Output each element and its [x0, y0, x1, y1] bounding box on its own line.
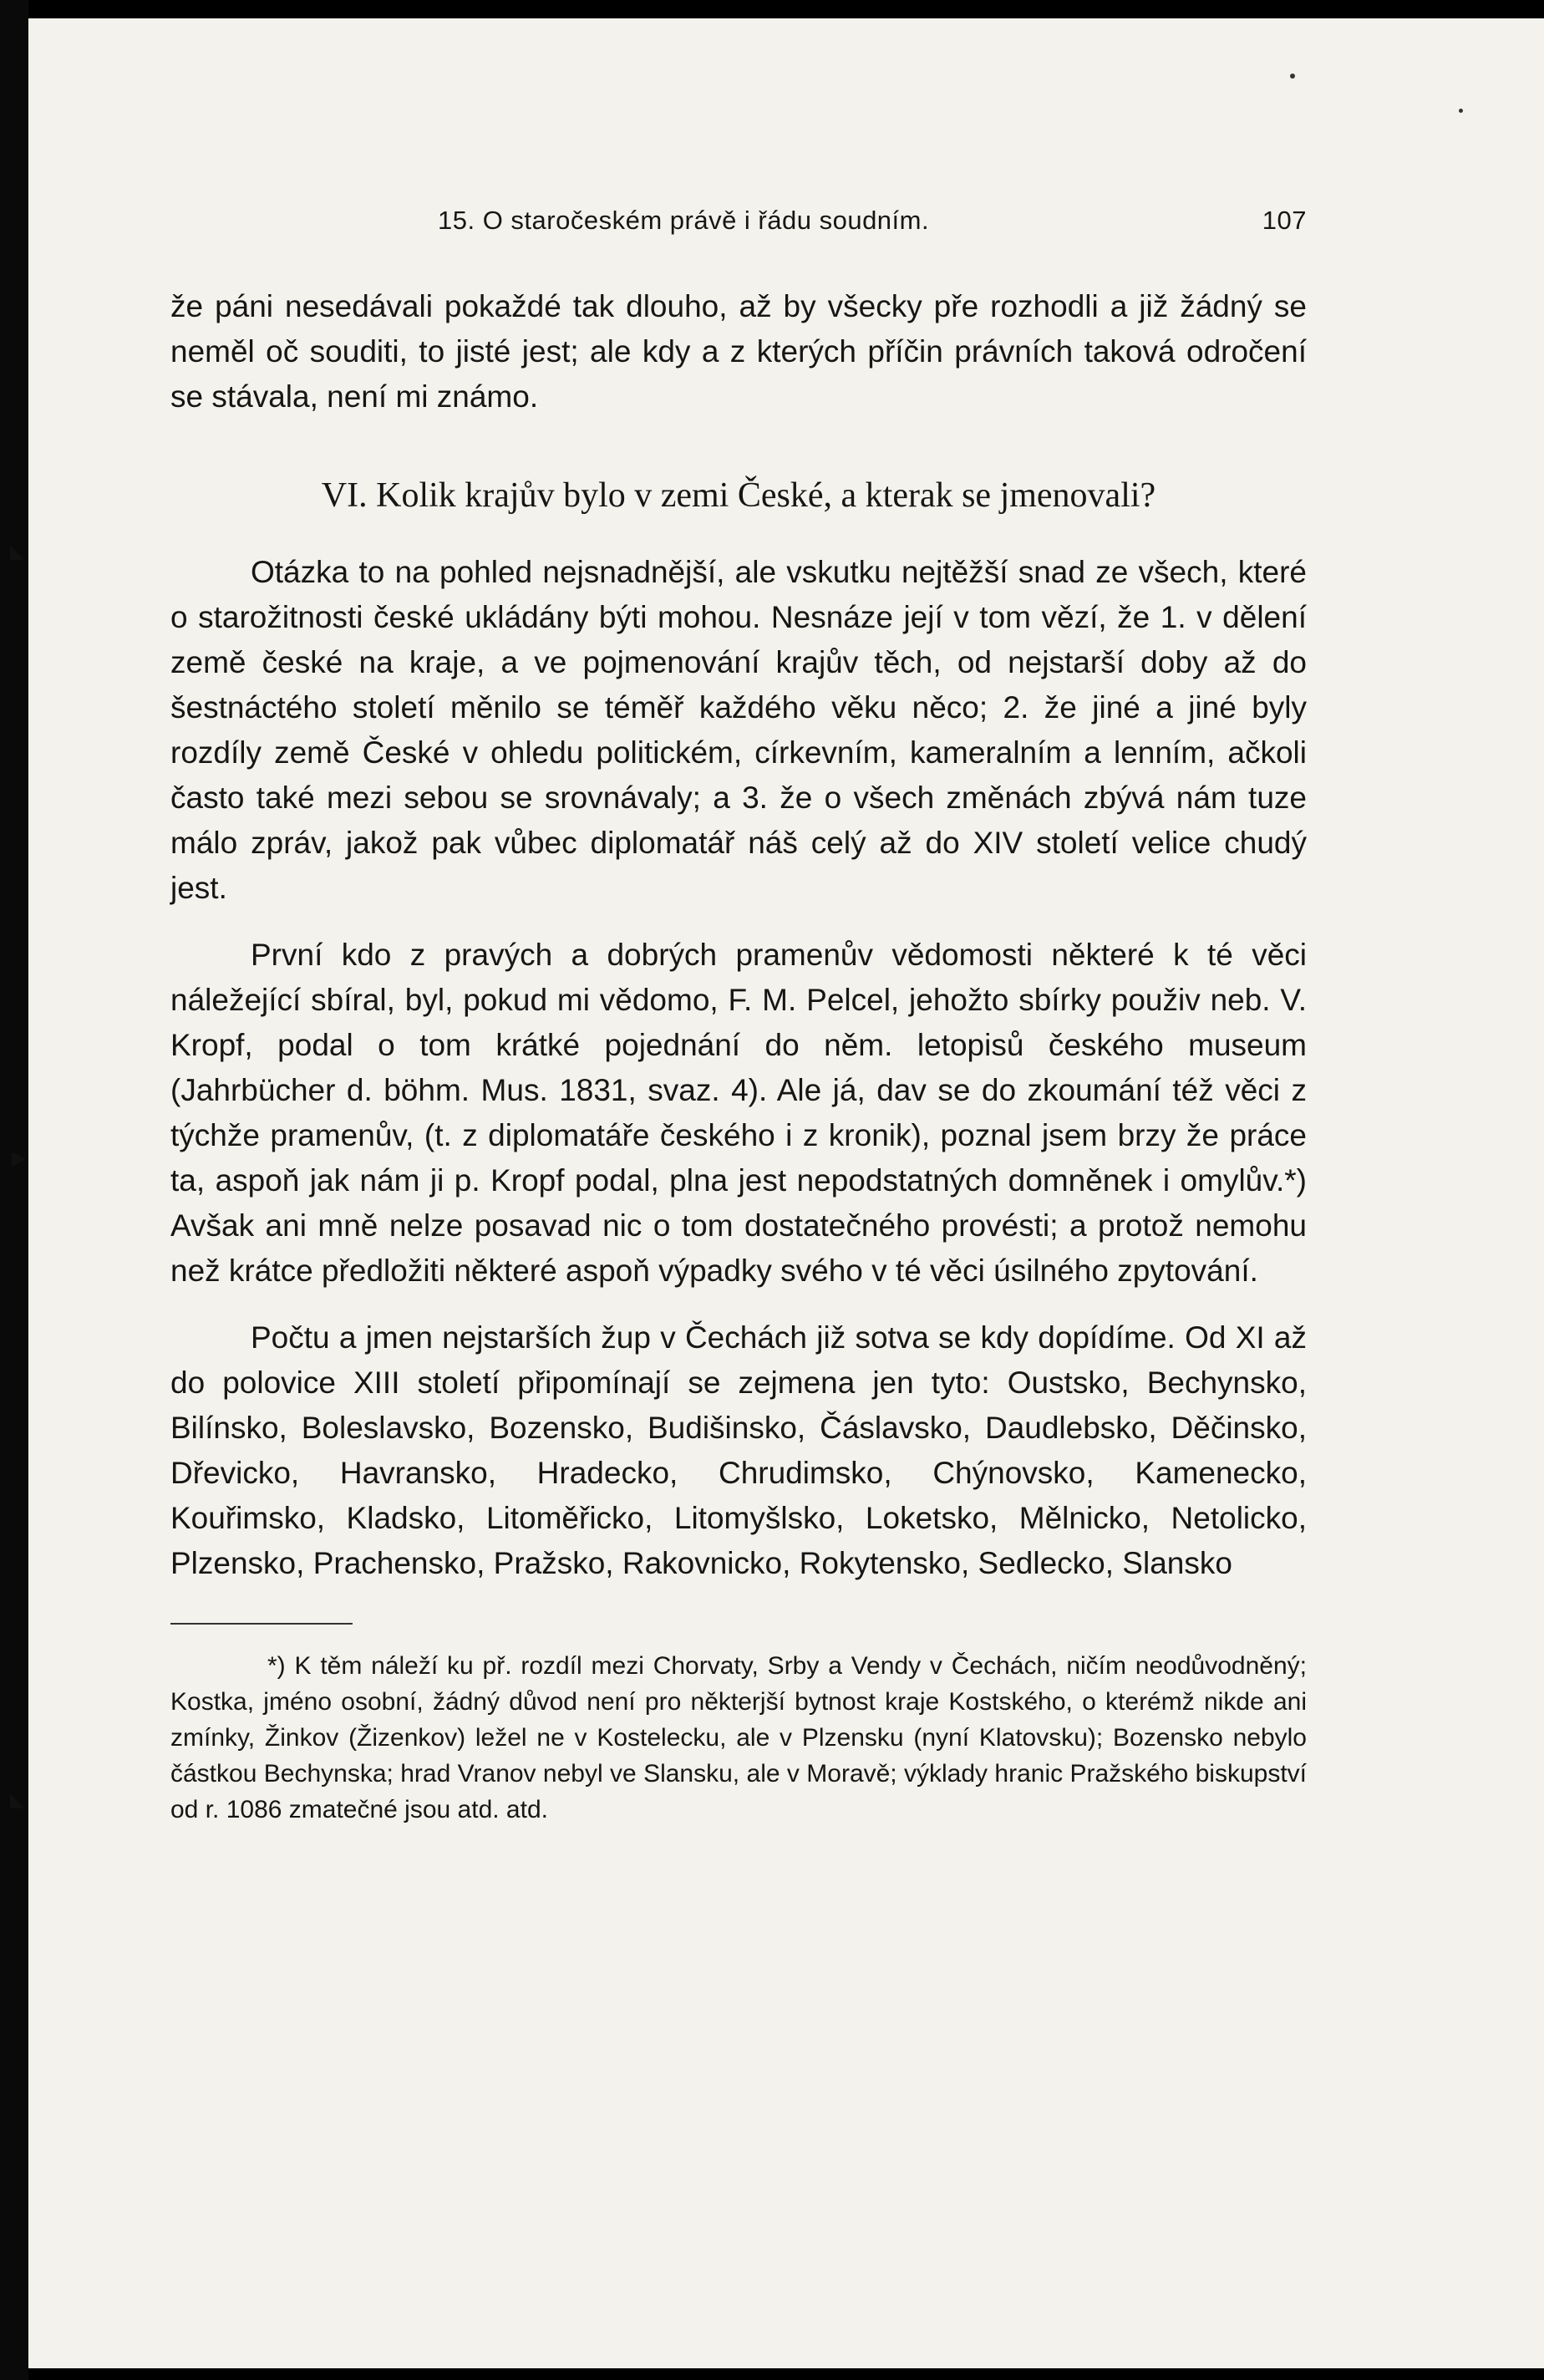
margin-arrow-icon: ◣: [10, 542, 24, 562]
section-heading: VI. Kolik krajův bylo v zemi České, a kterak se jmenovali?: [321, 476, 1156, 515]
margin-arrow-icon: ◣: [10, 1790, 24, 1811]
margin-arrow-icon: ▶: [12, 1148, 26, 1169]
paragraph: První kdo z pravých a dobrých pramenův vědomosti některé k té věci náležející sbíral, byl, pokud mi vědomo, F. M. Pelcel, jehožto sbírky použiv neb. V. Kropf, podal o tom krátké pojednání do něm. letopisů českého museum (Jahrbücher d. böhm. Mus. 1831, svaz. 4). Ale já, dav se do zkoumání též věci z týchže pramenův, (t. z diplomatáře českého i z kronik), poznal jsem brzy že práce ta, aspoň jak nám ji p. Kropf podal, plna jest nepodstatných domněnek i omylův.*) Avšak ani mně nelze posavad nic o tom dostatečného provésti; a protož nemohu než krátce předložiti některé aspoň výpadky svého v té věci úsilného zpytování.: [170, 938, 1307, 1288]
scan-left-edge: [0, 0, 28, 2380]
running-title: 15. O staročeském právě i řádu soudním.: [438, 206, 930, 235]
paper-speck: [1459, 109, 1463, 113]
running-head: [170, 206, 1307, 242]
paragraph: Otázka to na pohled nejsnadnější, ale vskutku nejtěžší snad ze všech, které o starožitnosti české ukládány býti mohou. Nesnáze její v tom vězí, že 1. v dělení země české na kraje, a ve pojmenování krajův těch, od nejstarší doby až do šestnáctého století měnilo se téměř každého věku něco; 2. že jiné a jiné byly rozdíly země České v ohledu politickém, církevním, kameralním a lenním, ačkoli často také mezi sebou se srovnávaly; a 3. že o všech změnách zbývá nám tuze málo zpráv, jakož pak vůbec diplomatář náš celý až do XIV století velice chudý jest.: [170, 555, 1307, 905]
paragraph: že páni nesedávali pokaždé tak dlouho, až by všecky pře rozhodli a již žádný se neměl oč souditi, to jisté jest; ale kdy a z kterých příčin právních taková odročení se stávala, není mi známo.: [170, 289, 1307, 414]
footnote-rule: [170, 1623, 353, 1625]
text-block: [170, 206, 1307, 1828]
body-text: [170, 284, 1307, 1586]
paper-speck: [1290, 74, 1295, 79]
footnote: [170, 1648, 1307, 1828]
paragraph: Počtu a jmen nejstarších žup v Čechách již sotva se kdy dopídíme. Od XI až do polovice XIII století připomínají se zejmena jen tyto: Oustsko, Bechynsko, Bilínsko, Boleslavsko, Bozensko, Budišinsko, Čáslavsko, Daudlebsko, Děčinsko, Dřevicko, Havransko, Hradecko, Chrudimsko, Chýnovsko, Kamenecko, Kouřimsko, Kladsko, Litoměřicko, Litomyšlsko, Loketsko, Mělnicko, Netolicko, Plzensko, Prachensko, Pražsko, Rakovnicko, Rokytensko, Sedlecko, Slansko: [170, 1320, 1307, 1580]
footnote-text: *) K těm náleží ku př. rozdíl mezi Chorvaty, Srby a Vendy v Čechách, ničím neodůvodněný; Kostka, jméno osobní, žádný důvod není pro některjší bytnost kraje Kostského, o kterémž nikde ani zmínky, Žinkov (Žizenkov) ležel ne v Kostelecku, ale v Plzensku (nyní Klatovsku); Bozensko nebylo částkou Bechynska; hrad Vranov nebyl ve Slansku, ale v Moravě; výklady hranic Pražského biskupství od r. 1086 zmatečné jsou atd. atd.: [170, 1652, 1307, 1823]
page-number: 107: [1262, 206, 1307, 235]
